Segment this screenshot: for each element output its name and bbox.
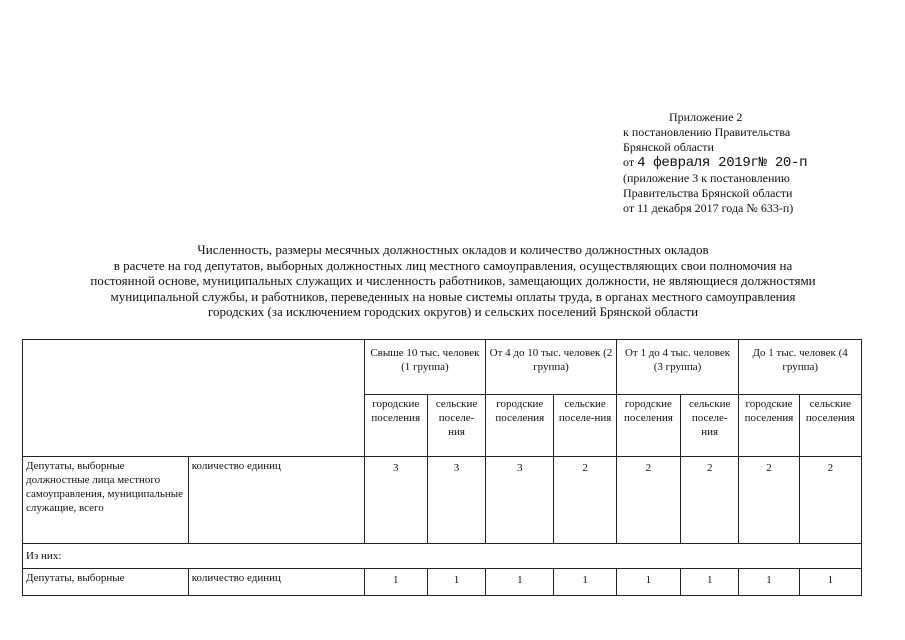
table-row (23, 569, 862, 596)
value-cell: 1 (427, 569, 485, 596)
group-header-1: Свыше 10 тыс. человек (1 группа) (364, 340, 486, 395)
value-cell: 2 (616, 457, 680, 544)
appendix-line: Брянской области (623, 140, 714, 154)
value-cell: 2 (799, 457, 861, 544)
row-measure: количество единиц (188, 457, 364, 544)
value-cell: 1 (739, 569, 799, 596)
appendix-line: к постановлению Правительства (623, 125, 791, 139)
appendix-block (623, 110, 893, 216)
section-row (23, 544, 862, 569)
title-line: постоянной основе, муниципальных служащих и численность работников, замещающих должности, не являющиеся должностями (90, 273, 816, 288)
value-cell: 1 (486, 569, 554, 596)
appendix-heading: Приложение 2 (669, 110, 743, 124)
appendix-line: Правительства Брянской области (623, 186, 793, 200)
subheader-urban: городские поселения (739, 395, 799, 457)
value-cell: 3 (486, 457, 554, 544)
row-name: Депутаты, выборные (23, 569, 189, 596)
value-cell: 1 (364, 569, 427, 596)
subheader-rural: сельские поселе-ния (554, 395, 616, 457)
subheader-rural: сельские поселе-ния (681, 395, 739, 457)
row-measure: количество единиц (188, 569, 364, 596)
appendix-date: 4 февраля 2019г (637, 155, 759, 171)
value-cell: 2 (681, 457, 739, 544)
staffing-table (22, 339, 862, 596)
group-header-2: От 4 до 10 тыс. человек (2 группа) (486, 340, 617, 395)
title-line: в расчете на год депутатов, выборных должностных лиц местного самоуправления, осуществляющих свои полномочия на (113, 257, 793, 273)
subheader-urban: городские поселения (364, 395, 427, 457)
value-cell: 2 (739, 457, 799, 544)
subheader-rural: сельские поселения (799, 395, 861, 457)
appendix-date-line (623, 155, 893, 171)
document-title (20, 242, 886, 320)
group-header-3: От 1 до 4 тыс. человек (3 группа) (616, 340, 739, 395)
section-label: Из них: (23, 544, 862, 569)
appendix-number: № 20-п (758, 155, 808, 171)
subheader-rural: сельские поселе-ния (427, 395, 485, 457)
value-cell: 1 (616, 569, 680, 596)
value-cell: 1 (681, 569, 739, 596)
appendix-line: (приложение 3 к постановлению (623, 171, 790, 185)
value-cell: 3 (427, 457, 485, 544)
title-line: Численность, размеры месячных должностных окладов и количество должностных окладов (197, 242, 709, 257)
header-blank-cell (23, 340, 365, 457)
value-cell: 3 (364, 457, 427, 544)
title-line: городских (за исключением городских округов) и сельских поселений Брянской области (207, 304, 699, 319)
title-line: муниципальной службы, и работников, переведенных на новые системы оплаты труда, в органах местного самоуправления (110, 288, 796, 304)
appendix-date-prefix: от (623, 155, 635, 169)
row-name: Депутаты, выборные должностные лица местного самоуправления, муниципальные служащие, всего (23, 457, 189, 544)
appendix-line: от 11 декабря 2017 года № 633-п) (623, 201, 794, 215)
value-cell: 1 (799, 569, 861, 596)
group-header-4: До 1 тыс. человек (4 группа) (739, 340, 862, 395)
table-row (23, 457, 862, 544)
group-header-row (23, 340, 862, 395)
subheader-urban: городские поселения (486, 395, 554, 457)
subheader-urban: городские поселения (616, 395, 680, 457)
value-cell: 2 (554, 457, 616, 544)
value-cell: 1 (554, 569, 616, 596)
